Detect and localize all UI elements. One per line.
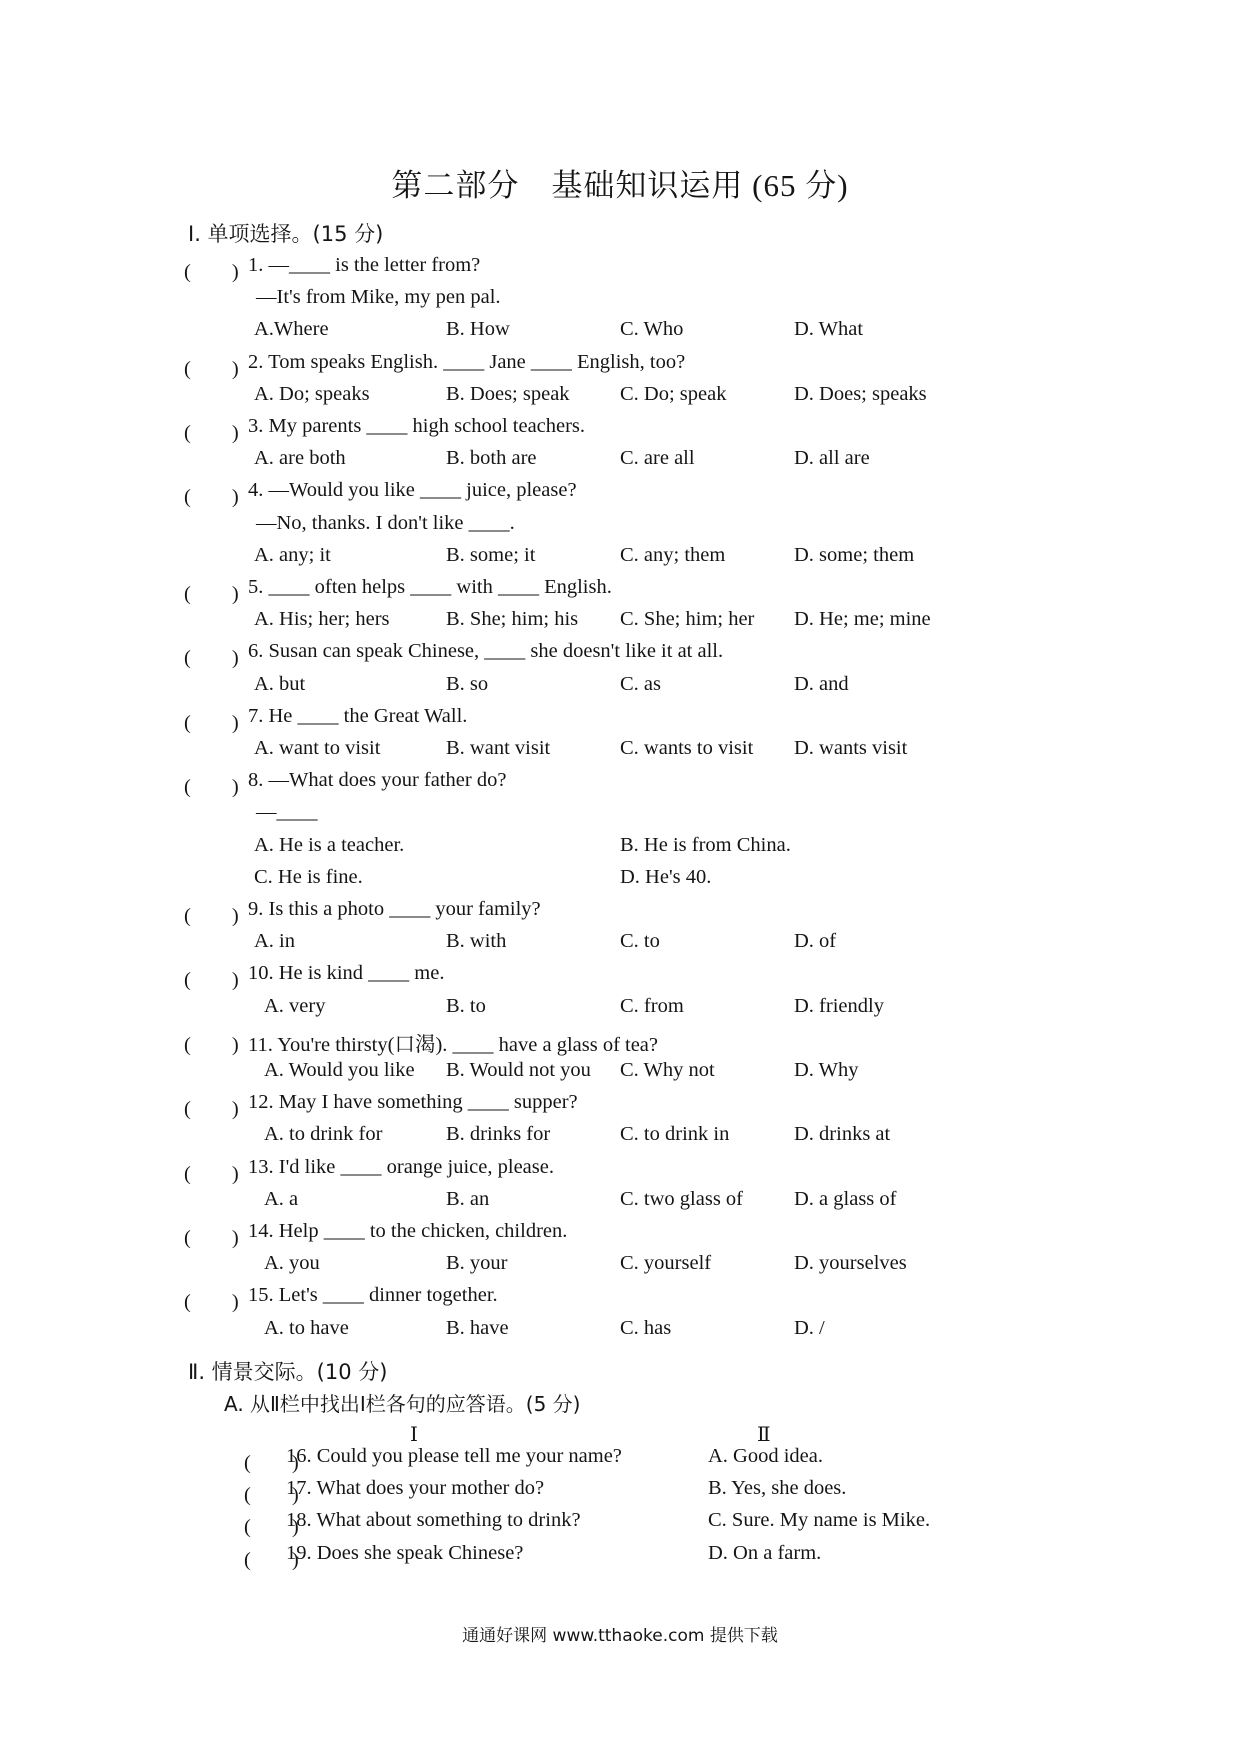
- answer-blank[interactable]: ( ): [184, 647, 239, 670]
- question-line: [0, 351, 1240, 381]
- option-b[interactable]: B. He is from China.: [620, 833, 791, 856]
- option-line: [0, 383, 1240, 413]
- question-line: [0, 254, 1240, 284]
- answer-blank[interactable]: ( ): [184, 905, 239, 927]
- option-d[interactable]: D. all are: [794, 447, 870, 470]
- option-a[interactable]: A. but: [254, 672, 306, 695]
- matching-answer: D. On a farm.: [708, 1541, 822, 1564]
- question-line: [0, 1156, 1240, 1186]
- option-line: [0, 834, 1240, 864]
- footer-credit: 通通好课网 www.tthaoke.com 提供下载: [462, 1626, 778, 1646]
- section2-sub-a: A. 从Ⅱ栏中找出Ⅰ栏各句的应答语。(5 分): [224, 1392, 581, 1416]
- question-line: [0, 640, 1240, 670]
- option-d[interactable]: D. What: [794, 318, 864, 341]
- option-line: [0, 1252, 1240, 1282]
- question-text: 5. ____ often helps ____ with ____ English.: [248, 576, 612, 598]
- question-line: [0, 1027, 1240, 1057]
- question-line: [0, 769, 1240, 799]
- question-text: 11. You're thirsty(口渴). ____ have a glass of tea?: [248, 1033, 659, 1056]
- option-b[interactable]: B. both are: [446, 447, 537, 470]
- option-line: [0, 1188, 1240, 1218]
- question-text: —It's from Mike, my pen pal.: [256, 286, 501, 309]
- question-text: 1. —____ is the letter from?: [248, 254, 481, 276]
- option-b[interactable]: B. want visit: [446, 737, 551, 759]
- option-line: [0, 995, 1240, 1025]
- option-a[interactable]: A. any; it: [254, 543, 331, 566]
- question-line: [0, 286, 1240, 316]
- matching-answer: B. Yes, she does.: [708, 1477, 847, 1500]
- question-text: 3. My parents ____ high school teachers.: [248, 415, 586, 437]
- question-text: —No, thanks. I don't like ____.: [256, 511, 515, 534]
- option-a[interactable]: A. in: [254, 930, 295, 953]
- matching-question: 16. Could you please tell me your name?: [286, 1445, 622, 1467]
- option-a[interactable]: A. Would you like: [264, 1059, 415, 1081]
- option-a[interactable]: A. He is a teacher.: [254, 833, 405, 856]
- question-text: 9. Is this a photo ____ your family?: [248, 898, 541, 920]
- matching-answer: A. Good idea.: [708, 1445, 824, 1467]
- matching-question: 18. What about something to drink?: [286, 1509, 581, 1532]
- option-c[interactable]: C. any; them: [620, 543, 726, 566]
- option-c[interactable]: C. He is fine.: [254, 865, 363, 888]
- answer-blank[interactable]: ( ): [184, 261, 239, 283]
- column-header-2: Ⅱ: [757, 1424, 771, 1446]
- option-line: [0, 737, 1240, 767]
- option-a[interactable]: A. are both: [254, 447, 346, 470]
- option-b[interactable]: B. drinks for: [446, 1123, 551, 1146]
- answer-blank[interactable]: ( ): [184, 583, 239, 605]
- option-b[interactable]: B. have: [446, 1316, 509, 1339]
- option-a[interactable]: A. very: [264, 994, 326, 1017]
- matching-row: [0, 1542, 1240, 1572]
- option-d[interactable]: D. drinks at: [794, 1123, 891, 1146]
- column-header-1: Ⅰ: [410, 1424, 418, 1446]
- question-line: [0, 801, 1240, 831]
- answer-blank[interactable]: ( ): [184, 969, 239, 992]
- option-b[interactable]: B. to: [446, 994, 486, 1017]
- question-line: [0, 1091, 1240, 1121]
- option-line: [0, 1317, 1240, 1347]
- option-c[interactable]: C. wants to visit: [620, 737, 754, 759]
- question-text: 12. May I have something ____ supper?: [248, 1091, 578, 1114]
- question-text: 2. Tom speaks English. ____ Jane ____ English, too?: [248, 350, 686, 373]
- answer-blank[interactable]: ( ): [184, 1291, 239, 1314]
- option-b[interactable]: B. She; him; his: [446, 608, 579, 631]
- option-c[interactable]: C. Who: [620, 318, 684, 341]
- option-c[interactable]: C. from: [620, 994, 684, 1017]
- option-d[interactable]: D. Why: [794, 1059, 859, 1081]
- question-line: [0, 512, 1240, 542]
- question-text: 8. —What does your father do?: [248, 769, 507, 792]
- answer-blank[interactable]: ( ): [184, 357, 239, 380]
- option-line: [0, 608, 1240, 638]
- matching-row: [0, 1445, 1240, 1475]
- option-a[interactable]: A. His; her; hers: [254, 608, 390, 631]
- option-d[interactable]: D. and: [794, 672, 849, 695]
- option-d[interactable]: D. /: [794, 1316, 825, 1339]
- option-b[interactable]: B. Does; speak: [446, 382, 570, 405]
- option-d[interactable]: D. of: [794, 930, 837, 953]
- option-b[interactable]: B. Would not you: [446, 1059, 591, 1081]
- answer-blank[interactable]: ( ): [184, 486, 239, 509]
- page-title: 第二部分 基础知识运用 (65 分): [391, 168, 849, 203]
- answer-blank[interactable]: ( ): [244, 1516, 299, 1539]
- option-line: [0, 1123, 1240, 1153]
- option-c[interactable]: C. yourself: [620, 1252, 712, 1275]
- option-line: [0, 930, 1240, 960]
- option-c[interactable]: C. Why not: [620, 1059, 715, 1081]
- option-a[interactable]: A. to have: [264, 1316, 349, 1339]
- answer-blank[interactable]: ( ): [244, 1484, 299, 1507]
- question-text: 14. Help ____ to the chicken, children.: [248, 1220, 568, 1242]
- answer-blank[interactable]: ( ): [244, 1548, 299, 1571]
- matching-answer: C. Sure. My name is Mike.: [708, 1509, 931, 1532]
- option-a[interactable]: A. to drink for: [264, 1123, 383, 1146]
- option-c[interactable]: C. are all: [620, 447, 695, 470]
- option-a[interactable]: A. Do; speaks: [254, 382, 370, 405]
- question-text: 15. Let's ____ dinner together.: [248, 1284, 498, 1307]
- question-line: [0, 415, 1240, 445]
- question-text: 7. He ____ the Great Wall.: [248, 704, 468, 727]
- option-d[interactable]: D. a glass of: [794, 1187, 897, 1210]
- option-line: [0, 447, 1240, 477]
- option-a[interactable]: A. a: [264, 1187, 299, 1210]
- matching-question: 19. Does she speak Chinese?: [286, 1541, 524, 1564]
- answer-blank[interactable]: ( ): [184, 422, 239, 444]
- option-line: [0, 673, 1240, 703]
- option-b[interactable]: B. your: [446, 1252, 508, 1275]
- option-c[interactable]: C. Do; speak: [620, 382, 727, 405]
- option-d[interactable]: D. yourselves: [794, 1252, 907, 1275]
- option-d[interactable]: D. Does; speaks: [794, 382, 927, 405]
- answer-blank[interactable]: ( ): [184, 776, 239, 799]
- matching-row: [0, 1509, 1240, 1539]
- option-b[interactable]: B. an: [446, 1187, 490, 1210]
- matching-row: [0, 1477, 1240, 1507]
- option-line: [0, 866, 1240, 896]
- option-a[interactable]: A. want to visit: [254, 737, 381, 759]
- option-d[interactable]: D. wants visit: [794, 737, 908, 759]
- option-c[interactable]: C. She; him; her: [620, 608, 755, 631]
- question-text: 10. He is kind ____ me.: [248, 962, 445, 985]
- option-b[interactable]: B. some; it: [446, 543, 536, 566]
- answer-blank[interactable]: ( ): [184, 1227, 239, 1249]
- question-line: [0, 898, 1240, 928]
- option-c[interactable]: C. has: [620, 1316, 672, 1339]
- question-line: [0, 576, 1240, 606]
- question-line: [0, 1284, 1240, 1314]
- question-line: [0, 962, 1240, 992]
- section2-heading: Ⅱ. 情景交际。(10 分): [188, 1360, 388, 1384]
- answer-blank[interactable]: ( ): [184, 1098, 239, 1121]
- option-d[interactable]: D. He; me; mine: [794, 608, 931, 631]
- section1-heading: Ⅰ. 单项选择。(15 分): [188, 222, 384, 246]
- option-c[interactable]: C. to: [620, 930, 660, 953]
- matching-question: 17. What does your mother do?: [286, 1477, 545, 1500]
- question-text: 13. I'd like ____ orange juice, please.: [248, 1155, 554, 1178]
- option-d[interactable]: D. some; them: [794, 543, 915, 566]
- option-d[interactable]: D. He's 40.: [620, 865, 712, 888]
- answer-blank[interactable]: ( ): [184, 1162, 239, 1185]
- question-line: [0, 705, 1240, 735]
- answer-blank[interactable]: ( ): [184, 1033, 239, 1056]
- option-c[interactable]: C. as: [620, 672, 661, 695]
- option-d[interactable]: D. friendly: [794, 994, 884, 1017]
- option-b[interactable]: B. How: [446, 318, 510, 341]
- answer-blank[interactable]: ( ): [184, 711, 239, 734]
- question-text: 4. —Would you like ____ juice, please?: [248, 479, 577, 502]
- option-line: [0, 544, 1240, 574]
- answer-blank[interactable]: ( ): [244, 1452, 299, 1474]
- option-a[interactable]: A. you: [264, 1252, 320, 1275]
- question-text: —____: [256, 801, 318, 824]
- option-b[interactable]: B. with: [446, 930, 507, 953]
- question-line: [0, 1220, 1240, 1250]
- option-line: [0, 1059, 1240, 1089]
- option-c[interactable]: C. two glass of: [620, 1187, 743, 1210]
- question-text: 6. Susan can speak Chinese, ____ she doesn't like it at all.: [248, 640, 724, 663]
- option-c[interactable]: C. to drink in: [620, 1123, 730, 1146]
- question-line: [0, 479, 1240, 509]
- option-line: [0, 318, 1240, 348]
- option-b[interactable]: B. so: [446, 672, 489, 695]
- option-a[interactable]: A.Where: [254, 318, 329, 341]
